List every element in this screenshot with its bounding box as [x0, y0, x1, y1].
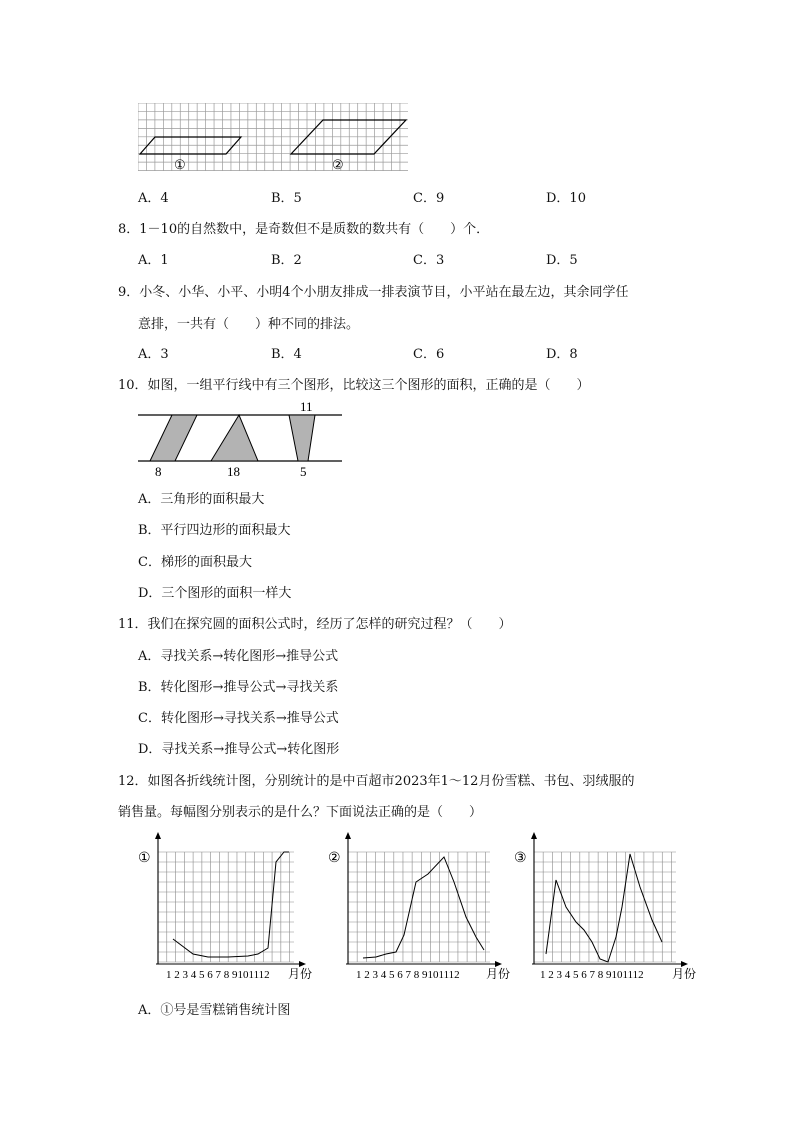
q10-parallel-figure: [138, 398, 343, 478]
label-18: 18: [227, 464, 240, 478]
q10-option-a[interactable]: A．三角形的面积最大: [138, 492, 265, 507]
chart-1-unit: 月份: [288, 967, 313, 981]
q7-option-d[interactable]: D．10: [546, 191, 586, 206]
q10-option-d[interactable]: D．三个图形的面积一样大: [138, 586, 292, 601]
q8-option-d[interactable]: D．5: [546, 253, 578, 268]
q9-option-c[interactable]: C．6: [413, 347, 445, 362]
q12-chart-3: [512, 832, 704, 982]
q11-option-a[interactable]: A．寻找关系→转化图形→推导公式: [138, 649, 339, 664]
triangle-shape: [211, 415, 258, 461]
chart-3-label: ③: [514, 851, 527, 866]
q8-option-b[interactable]: B．2: [271, 253, 302, 268]
q8-option-a[interactable]: A．1: [138, 253, 169, 268]
q12-stem-line1: 12．如图各折线统计图，分别统计的是中百超市2023年1～12月份雪糕、书包、羽绒服的: [118, 774, 635, 789]
q7-option-b[interactable]: B．5: [271, 191, 302, 206]
parallelogram-shape: [150, 415, 197, 461]
chart-1-xaxis: 1 2 3 4 5 6 7 8 9101112: [166, 969, 270, 981]
q12-chart-2: [326, 832, 520, 982]
q11-option-c[interactable]: C．转化图形→寻找关系→推导公式: [138, 711, 339, 726]
q11-option-d[interactable]: D．寻找关系→推导公式→转化图形: [138, 742, 340, 757]
y-axis-arrow: [155, 832, 161, 839]
q8-option-c[interactable]: C．3: [413, 253, 445, 268]
y-axis-arrow: [345, 832, 351, 839]
q10-option-b[interactable]: B．平行四边形的面积最大: [138, 523, 291, 538]
figure-label-1: ①: [174, 157, 186, 172]
chart-1-line: [173, 852, 289, 957]
trapezoid-shape: [289, 415, 315, 461]
chart-2-label: ②: [328, 851, 341, 866]
q7-option-c[interactable]: C．9: [413, 191, 445, 206]
q9-option-b[interactable]: B．4: [271, 347, 302, 362]
q7-option-a[interactable]: A．4: [138, 191, 169, 206]
q12-option-a[interactable]: A．①号是雪糕销售统计图: [138, 1003, 291, 1018]
chart-2-unit: 月份: [486, 967, 511, 981]
q9-option-a[interactable]: A．3: [138, 347, 169, 362]
q9-option-d[interactable]: D．8: [546, 347, 578, 362]
chart-3-line: [546, 854, 662, 962]
q11-option-b[interactable]: B．转化图形→推导公式→寻找关系: [138, 680, 339, 695]
q12-stem-line2: 销售量。每幅图分别表示的是什么？下面说法正确的是（ ）: [118, 805, 483, 820]
label-5: 5: [300, 464, 307, 478]
q7-grid-figure: [138, 103, 408, 173]
label-11: 11: [300, 399, 313, 414]
q10-stem: 10．如图，一组平行线中有三个图形，比较这三个图形的面积，正确的是（ ）: [118, 378, 590, 393]
chart-3-xaxis: 1 2 3 4 5 6 7 8 9101112: [540, 969, 644, 981]
q11-stem: 11．我们在探究圆的面积公式时，经历了怎样的研究过程？（ ）: [118, 617, 512, 632]
chart-2-xaxis: 1 2 3 4 5 6 7 8 9101112: [356, 969, 460, 981]
figure-label-2: ②: [332, 157, 344, 172]
chart-1-label: ①: [138, 851, 151, 866]
q10-option-c[interactable]: C．梯形的面积最大: [138, 555, 252, 570]
q12-chart-1: [136, 832, 324, 982]
q8-stem: 8．1－10的自然数中，是奇数但不是质数的数共有（ ）个．: [118, 222, 490, 237]
y-axis-arrow: [531, 832, 537, 839]
label-8: 8: [155, 464, 162, 478]
chart-3-unit: 月份: [672, 967, 697, 981]
q9-stem-line1: 9．小冬、小华、小平、小明4个小朋友排成一排表演节目，小平站在最左边，其余同学任: [118, 285, 629, 300]
q9-stem-line2: 意排，一共有（ ）种不同的排法。: [138, 317, 360, 332]
